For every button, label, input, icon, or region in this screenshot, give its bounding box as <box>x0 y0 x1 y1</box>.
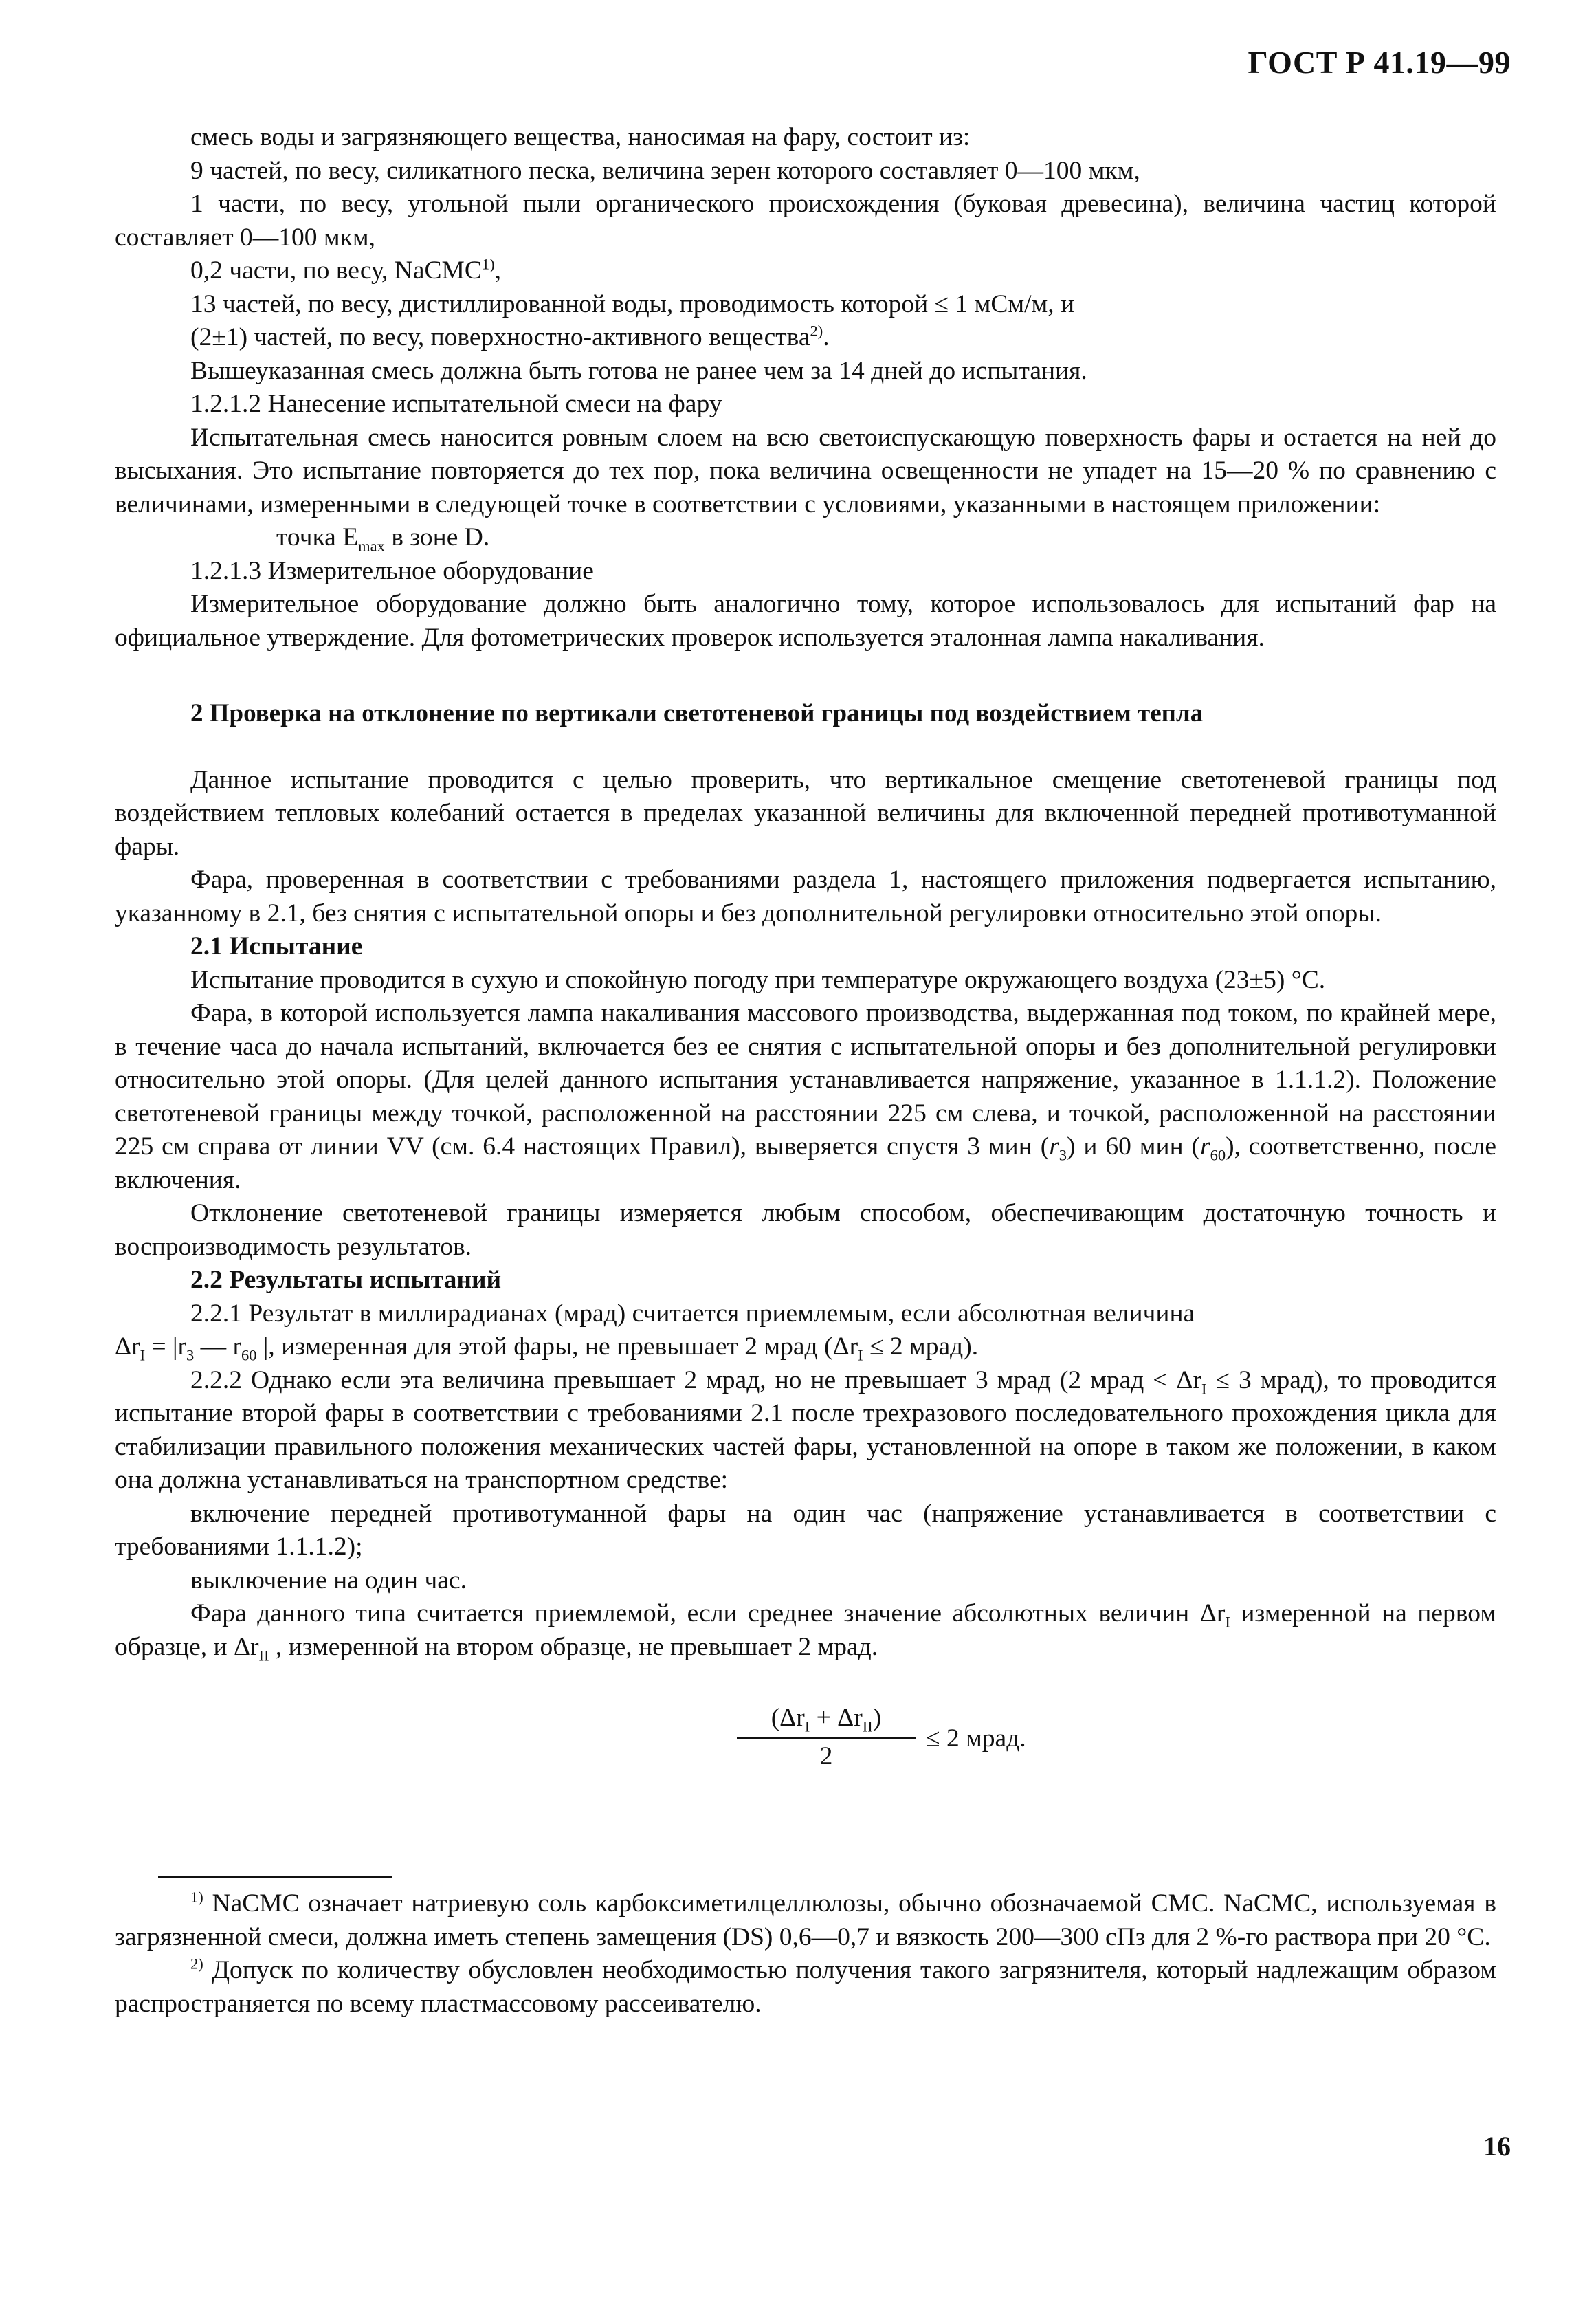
paragraph: Фара, в которой используется лампа накаливания массового производства, выдержанная под током, по крайней мере, в течение часа до начала испытаний, включается без ее снятия с испытательной опоры и без дополнительной регулировки относительно этой опоры. (Для целей данного испытания устанавливается напряжение, указанное в 1.1.1.2). Положение светотеневой границы между точкой, расположенной на расстоянии 225 см слева, и точкой, расположенной на расстоянии 225 см справа от линии VV (см. 6.4 настоящих Правил), выверяется спустя 3 мин $(r_3)$ и 60 мин $(r_{60})$, соответственно, после включения. <box>115 999 1496 1194</box>
point-line: точка $E_{max}$ в зоне D. <box>276 523 490 555</box>
subsection-heading: 1.2.1.2 Нанесение испытательной смеси на фару <box>190 390 722 418</box>
main-content <box>115 121 1496 1784</box>
paragraph: смесь воды и загрязняющего вещества, наносимая на фару, состоит из: <box>190 123 971 151</box>
paragraph: 1 части, по весу, угольной пыли органического происхождения (буковая древесина), величина частиц которой составляет 0—100 мкм, <box>115 190 1496 252</box>
paragraph: 13 частей, по весу, дистиллированной воды, проводимость которой ≤ 1 мСм/м, и <box>190 289 1075 318</box>
paragraph: 0,2 части, по весу, NaCMC$^{1)}$, <box>190 255 501 285</box>
footnote-ref: 2) <box>810 322 823 340</box>
formula <box>115 1702 1496 1784</box>
formula-fraction <box>737 1702 916 1773</box>
paragraph: Данное испытание проводится с целью проверить, что вертикальное смещение светотеневой границы под воздействием тепловых колебаний остается в пределах указанной величины для включенной передней противотуманной фары. <box>115 765 1496 861</box>
paragraph: Фара, проверенная в соответствии с требованиями раздела 1, настоящего приложения подвергается испытанию, указанному в 2.1, без снятия с испытательной опоры и без дополнительной регулировки относительно этой опоры. <box>115 866 1496 927</box>
paragraph: включение передней противотуманной фары на один час (напряжение устанавливается в соответствии с требованиями 1.1.1.2); <box>115 1499 1496 1561</box>
page-number: 16 <box>1483 2131 1511 2162</box>
footnote-divider <box>158 1876 392 1878</box>
paragraph: 2.2.1 Результат в миллирадианах (мрад) считается приемлемым, если абсолютная величина $\Delta r_I = |r_3$ — $r_{60}$ |, измеренная для этой фары, не превышает 2 мрад ($\Delta r_I \le 2$ мрад). <box>115 1299 1195 1364</box>
subsection-title: 2.2 Результаты испытаний <box>190 1266 502 1294</box>
paragraph: Измерительное оборудование должно быть аналогично тому, которое использовалось для испытаний фар на официальное утверждение. Для фотометрических проверок используется эталонная лампа накаливания. <box>115 590 1496 652</box>
paragraph: Испытание проводится в сухую и спокойную погоду при температуре окружающего воздуха (23±5) °С. <box>190 965 1326 994</box>
paragraph: выключение на один час. <box>190 1566 467 1594</box>
subsection-title: 2.1 Испытание <box>190 932 363 960</box>
paragraph: 2.2.2 Однако если эта величина превышает 2 мрад, но не превышает 3 мрад (2 мрад < $\Delta r_I \le 3$ мрад), то проводится испытание второй фары в соответствии с требованиями 2.1 после трехразового последовательного прохождения цикла для стабилизации правильного положения механических частей фары, установленной на опоре в таком же положении, в каком она должна устанавливаться на транспортном средстве: <box>115 1365 1496 1494</box>
footnotes <box>115 1887 1496 2021</box>
paragraph: 9 частей, по весу, силикатного песка, величина зерен которого составляет 0—100 мкм, <box>190 156 1140 185</box>
paragraph: Фара данного типа считается приемлемой, если среднее значение абсолютных величин $\Delta r_I$ измеренной на первом образце, и $\Delta r_{II}$ , измеренной на втором образце, не превышает 2 мрад. <box>115 1599 1496 1664</box>
paragraph: (2±1) частей, по весу, поверхностно-активного вещества$^{2)}$. <box>190 322 830 351</box>
footnote: $^{1)}$ NaCMC означает натриевую соль карбоксиметилцеллюлозы, обычно обозначаемой СМС. NaCMC, используемая в загрязненной смеси, должна иметь степень замещения (DS) 0,6—0,7 и вязкость 200—300 сПз для 2 %-го раствора при 20 °С. <box>115 1888 1496 1951</box>
footnote-ref: 1) <box>481 255 495 273</box>
paragraph: Испытательная смесь наносится ровным слоем на всю светоиспускающую поверхность фары и остается на ней до высыхания. Это испытание повторяется до тех пор, пока величина освещенности не упадет на 15—20 % по сравнению с величинами, измеренными в следующей точке в соответствии с условиями, указанными в настоящем приложении: <box>115 423 1496 518</box>
formula-denominator: 2 <box>819 1742 833 1770</box>
paragraph: Отклонение светотеневой границы измеряется любым способом, обеспечивающим достаточную точность и воспроизводимость результатов. <box>115 1199 1496 1261</box>
document-header: ГОСТ Р 41.19—99 <box>1248 45 1511 80</box>
formula-numerator: $(\Delta r_I + \Delta r_{II})$ <box>737 1702 916 1739</box>
paragraph: Вышеуказанная смесь должна быть готова не ранее чем за 14 дней до испытания. <box>190 356 1087 385</box>
section-title: 2 Проверка на отклонение по вертикали светотеневой границы под воздействием тепла <box>190 699 1204 727</box>
formula-relation: ≤ 2 мрад. <box>926 1724 1026 1753</box>
footnote: $^{2)}$ Допуск по количеству обусловлен необходимостью получения такого загрязнителя, который надлежащим образом распространяется по всему пластмассовому рассеивателю. <box>115 1955 1496 2018</box>
subsection-heading: 1.2.1.3 Измерительное оборудование <box>190 556 594 585</box>
